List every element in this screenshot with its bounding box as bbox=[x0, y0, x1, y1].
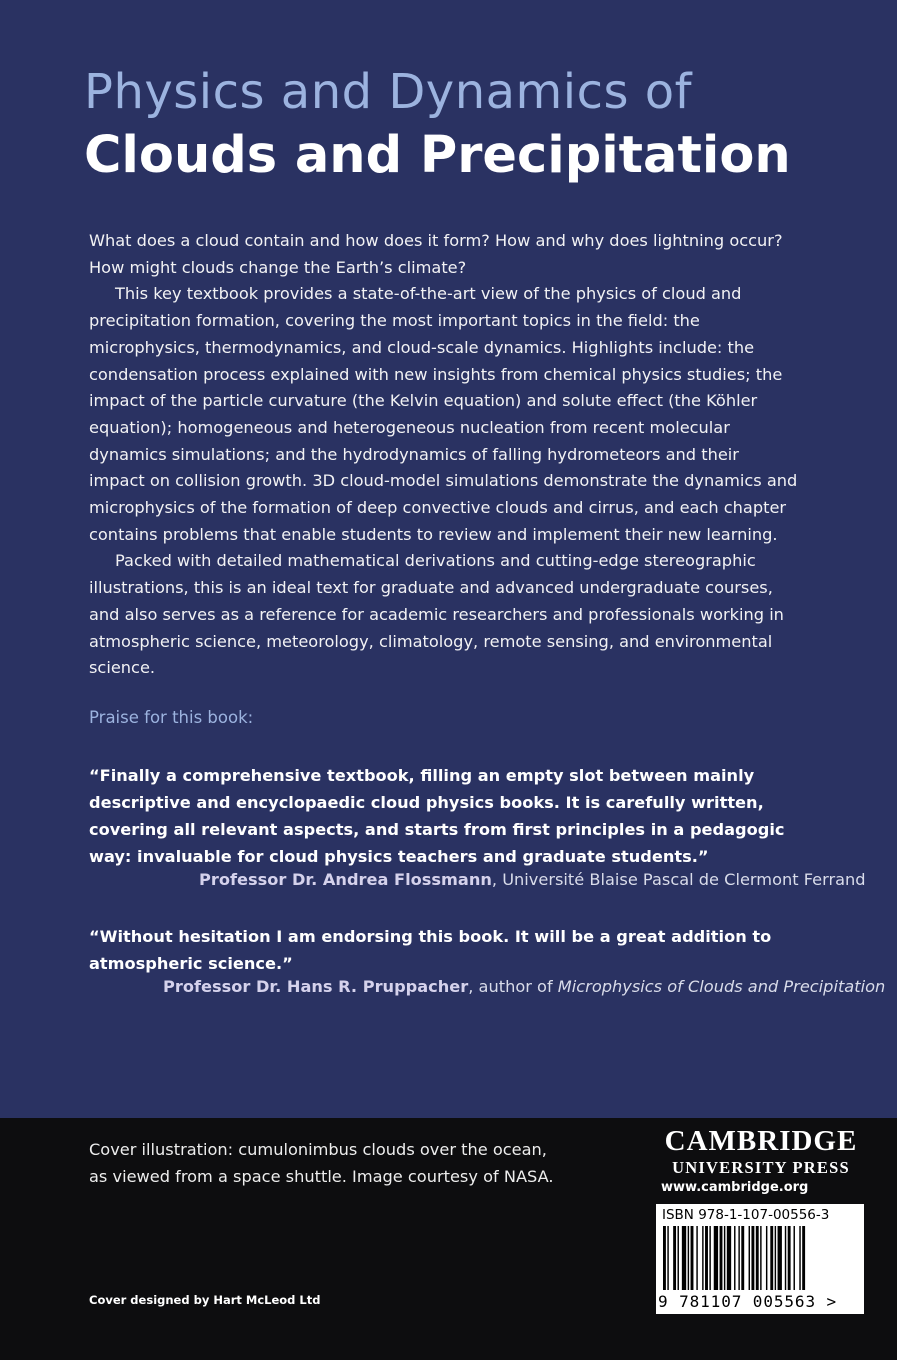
barcode-bar bbox=[799, 1226, 800, 1290]
barcode-bar bbox=[691, 1226, 694, 1290]
barcode-bar bbox=[705, 1226, 708, 1290]
barcode-bar bbox=[682, 1226, 686, 1290]
barcode-bar bbox=[727, 1226, 731, 1290]
reviewer-affiliation: , author of bbox=[468, 977, 558, 996]
reviewer-name: Professor Dr. Andrea Flossmann bbox=[199, 870, 492, 889]
barcode-bar bbox=[749, 1226, 750, 1290]
barcode-bars bbox=[661, 1226, 859, 1290]
publisher-name-line1: CAMBRIDGE bbox=[664, 1125, 858, 1157]
publisher-website: www.cambridge.org bbox=[661, 1180, 809, 1195]
barcode-bar bbox=[696, 1226, 697, 1290]
barcode-bar bbox=[720, 1226, 723, 1290]
isbn-number: ISBN 978-1-107-00556-3 bbox=[662, 1207, 830, 1223]
barcode-bar bbox=[756, 1226, 759, 1290]
barcode-bar bbox=[738, 1226, 739, 1290]
barcode-bar bbox=[751, 1226, 754, 1290]
description-paragraph-2: This key textbook provides a state-of-the-art view of the physics of cloud and precipitation formation, covering the most important topics in the field: the microphysics, thermodynamics, and cloud-scale dynamics. Highlights include: the condensation process explained with new insights from chemical physics studies; the impact of the particle curvature (the Kelvin equation) and solute effect (the Köhler equation); homogeneous and heterogeneous nucleation from recent molecular dynamics simulations; and the hydrodynamics of falling hydrometeors and their impact on collision growth. 3D cloud-model simulations demonstrate the dynamics and microphysics of the formation of deep convective clouds and cirrus, and each chapter contains problems that enable students to review and implement their new learning. bbox=[89, 284, 798, 544]
barcode-bar bbox=[724, 1226, 725, 1290]
barcode-bar bbox=[778, 1226, 782, 1290]
praise-quote-2: “Without hesitation I am endorsing this book. It will be a great addition to atmospheric science.” bbox=[89, 927, 772, 973]
praise-heading: Praise for this book: bbox=[89, 708, 254, 727]
barcode-digits: 9 781107 005563 > bbox=[658, 1292, 838, 1311]
book-subtitle: Physics and Dynamics of bbox=[84, 64, 693, 120]
praise-attribution-2 bbox=[163, 977, 885, 996]
barcode-bar bbox=[741, 1226, 744, 1290]
barcode-bar bbox=[770, 1226, 773, 1290]
description-paragraph-3: Packed with detailed mathematical derivations and cutting-edge stereographic illustrations, this is an ideal text for graduate and advanced undergraduate courses, and also serves as a reference for academic researchers and professionals working in atmospheric science, meteorology, climatology, remote sensing, and environmental science. bbox=[89, 551, 784, 678]
cover-illustration-credit: Cover illustration: cumulonimbus clouds over the ocean, as viewed from a space shuttle. Image courtesy of NASA. bbox=[89, 1140, 554, 1186]
reviewer-name: Professor Dr. Hans R. Pruppacher bbox=[163, 977, 469, 996]
cover-designer-credit: Cover designed by Hart McLeod Ltd bbox=[89, 1293, 321, 1307]
barcode-bar bbox=[688, 1226, 689, 1290]
book-description bbox=[89, 228, 799, 682]
barcode-bar bbox=[775, 1226, 776, 1290]
book-title: Clouds and Precipitation bbox=[84, 126, 791, 185]
barcode-bar bbox=[802, 1226, 805, 1290]
publisher-logo bbox=[656, 1125, 866, 1178]
barcode-bar bbox=[709, 1226, 710, 1290]
barcode-bar bbox=[760, 1226, 761, 1290]
barcode-bar bbox=[702, 1226, 703, 1290]
praise-quote-1: “Finally a comprehensive textbook, filling an empty slot between mainly descriptive and encyclopaedic cloud physics books. It is carefully written, covering all relevant aspects, and starts from first principles in a pedagogic way: invaluable for cloud physics teachers and graduate students.” bbox=[89, 766, 785, 866]
publisher-name-line2: UNIVERSITY PRESS bbox=[672, 1158, 850, 1177]
reviewer-affiliation: , Université Blaise Pascal de Clermont Ferrand bbox=[491, 870, 866, 889]
barcode-bar bbox=[766, 1226, 767, 1290]
barcode-bar bbox=[785, 1226, 786, 1290]
barcode-bar bbox=[673, 1226, 676, 1290]
barcode-bar bbox=[734, 1226, 735, 1290]
praise-attribution-1 bbox=[199, 870, 866, 889]
isbn-barcode bbox=[656, 1204, 864, 1314]
barcode-bar bbox=[678, 1226, 679, 1290]
barcode-bar bbox=[794, 1226, 795, 1290]
barcode-bar bbox=[788, 1226, 791, 1290]
description-paragraph-1: What does a cloud contain and how does it form? How and why does lightning occur? How might clouds change the Earth’s climate? bbox=[89, 231, 783, 277]
barcode-bar bbox=[667, 1226, 668, 1290]
barcode-bar bbox=[663, 1226, 666, 1290]
barcode-bar bbox=[714, 1226, 718, 1290]
reviewer-work-title: Microphysics of Clouds and Precipitation bbox=[557, 977, 886, 996]
